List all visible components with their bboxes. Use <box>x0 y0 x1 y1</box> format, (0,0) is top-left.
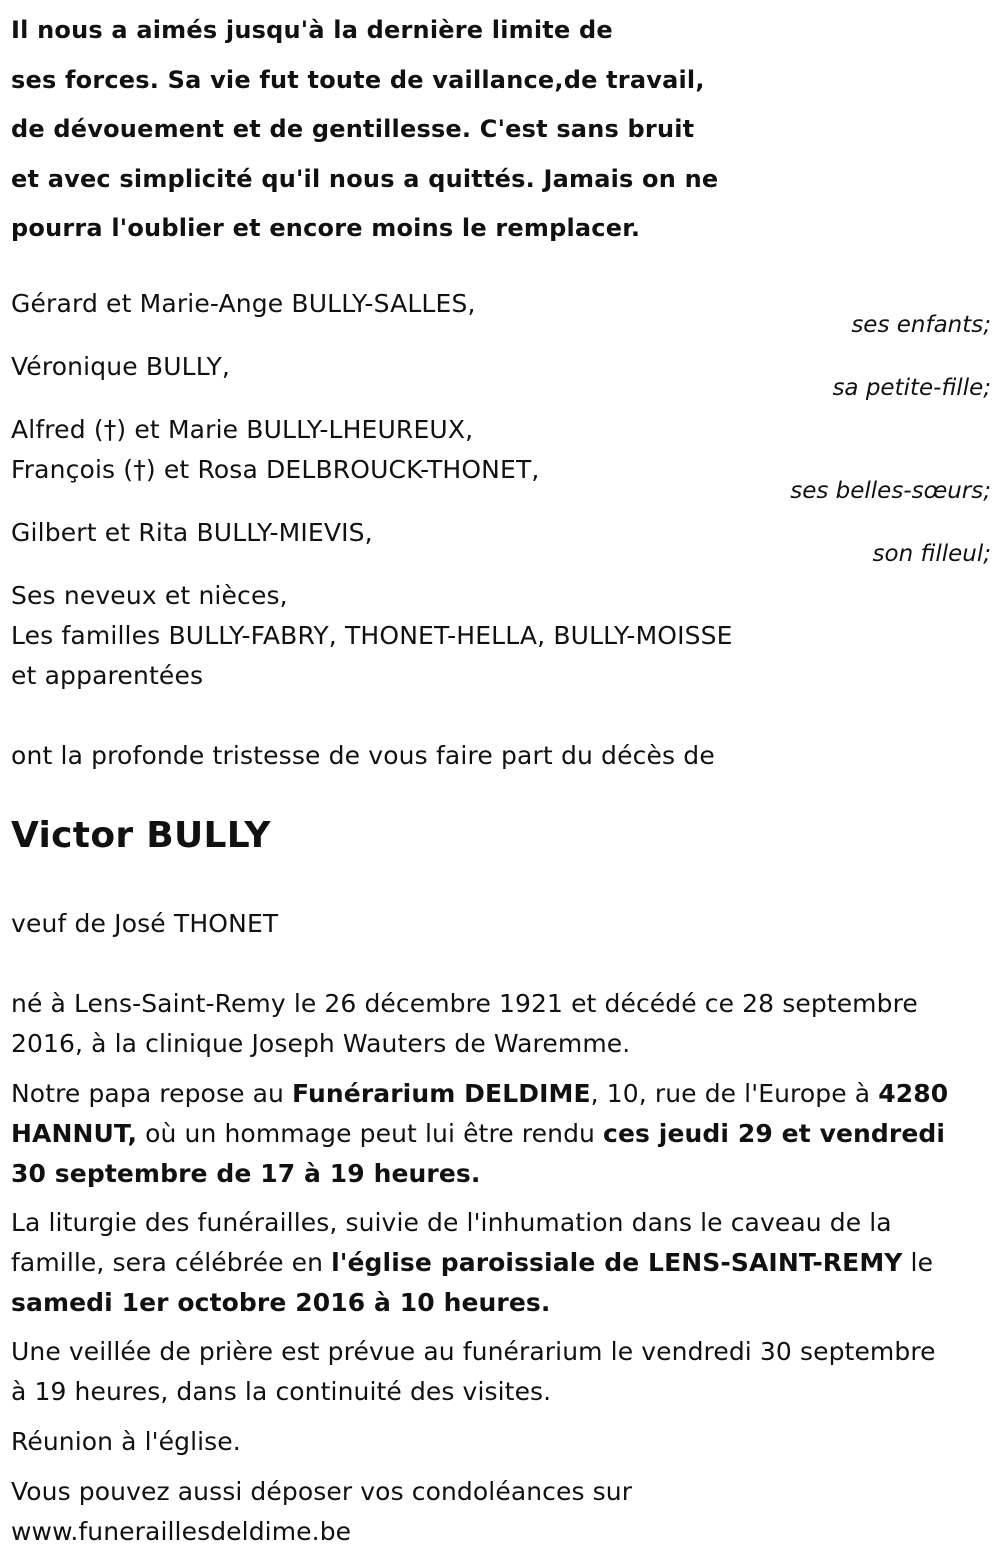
sister-in-law-line: Alfred (†) et Marie BULLY-LHEUREUX, <box>11 415 474 444</box>
birth-death-paragraph <box>11 984 991 1064</box>
repose-paragraph <box>11 1074 991 1194</box>
family-children <box>11 284 476 324</box>
granddaughter-name: Véronique BULLY, <box>11 352 231 381</box>
widower-text: veuf de José THONET <box>11 909 279 938</box>
announcement-text: ont la profonde tristesse de vous faire part du décès de <box>11 741 715 770</box>
visit-hours: 30 septembre de 17 à 19 heures. <box>11 1159 481 1188</box>
poem-line: Il nous a aimés jusqu'à la dernière limite de <box>11 16 613 44</box>
meeting-paragraph <box>11 1422 991 1462</box>
ceremony-date: samedi 1er octobre 2016 à 10 heures. <box>11 1288 551 1317</box>
godson-name: Gilbert et Rita BULLY-MIEVIS, <box>11 518 373 547</box>
paragraph-line: à 19 heures, dans la continuité des visites. <box>11 1377 552 1406</box>
postal-code: 4280 <box>878 1079 949 1108</box>
funeral-home-name: Funérarium DELDIME <box>292 1079 591 1108</box>
repose-text: , 10, rue de l'Europe à <box>590 1079 879 1108</box>
epitaph-poem <box>11 6 718 254</box>
announcement <box>11 736 715 776</box>
family-others <box>11 576 733 696</box>
family-granddaughter <box>11 347 230 387</box>
poem-line: de dévouement et de gentillesse. C'est sans bruit <box>11 115 695 144</box>
paragraph-line <box>11 1074 991 1114</box>
granddaughter-relation: sa petite-fille; <box>832 375 991 401</box>
paragraph-line: 2016, à la clinique Joseph Wauters de Waremme. <box>11 1029 631 1058</box>
paragraph-line <box>11 1154 991 1194</box>
paragraph-line: Vous pouvez aussi déposer vos condoléances sur <box>11 1477 633 1506</box>
poem-line: pourra l'oublier et encore moins le remplacer. <box>11 214 641 243</box>
family-sisters-in-law <box>11 410 539 490</box>
others-line: et apparentées <box>11 661 204 690</box>
paragraph-line: Une veillée de prière est prévue au funérarium le vendredi 30 septembre <box>11 1337 936 1366</box>
condolences-paragraph <box>11 1472 991 1552</box>
paragraph-line: né à Lens-Saint-Remy le 26 décembre 1921 et décédé ce 28 septembre <box>11 989 918 1018</box>
condolences-website: www.funeraillesdeldime.be <box>11 1517 352 1546</box>
paragraph-line: Réunion à l'église. <box>11 1427 241 1456</box>
children-names: Gérard et Marie-Ange BULLY-SALLES, <box>11 289 476 318</box>
godson-relation: son filleul; <box>872 541 991 567</box>
family-godson <box>11 513 373 553</box>
liturgy-text: le <box>902 1248 934 1277</box>
paragraph-line <box>11 1283 991 1323</box>
sisters-in-law-relation: ses belles-sœurs; <box>790 478 991 504</box>
poem-line: et avec simplicité qu'il nous a quittés. Jamais on ne <box>11 164 719 193</box>
others-line: Les familles BULLY-FABRY, THONET-HELLA, BULLY-MOISSE <box>11 621 733 650</box>
deceased-name: Victor BULLY <box>11 815 271 856</box>
repose-text: où un hommage peut lui être rendu <box>137 1119 604 1148</box>
paragraph-line <box>11 1243 991 1283</box>
children-relation: ses enfants; <box>851 312 991 338</box>
liturgy-paragraph <box>11 1203 991 1323</box>
city-name: HANNUT, <box>11 1119 138 1148</box>
repose-text: Notre papa repose au <box>11 1079 293 1108</box>
sister-in-law-line: François (†) et Rosa DELBROUCK-THONET, <box>11 455 540 484</box>
paragraph-line: La liturgie des funérailles, suivie de l'inhumation dans le caveau de la <box>11 1208 892 1237</box>
vigil-paragraph <box>11 1332 991 1412</box>
widower-of <box>11 904 278 944</box>
church-name: l'église paroissiale de LENS-SAINT-REMY <box>331 1248 903 1277</box>
others-line: Ses neveux et nièces, <box>11 581 288 610</box>
paragraph-line <box>11 1114 991 1154</box>
visit-days: ces jeudi 29 et vendredi <box>603 1119 946 1148</box>
poem-line: ses forces. Sa vie fut toute de vaillance,de travail, <box>11 65 705 94</box>
liturgy-text: famille, sera célébrée en <box>11 1248 332 1277</box>
